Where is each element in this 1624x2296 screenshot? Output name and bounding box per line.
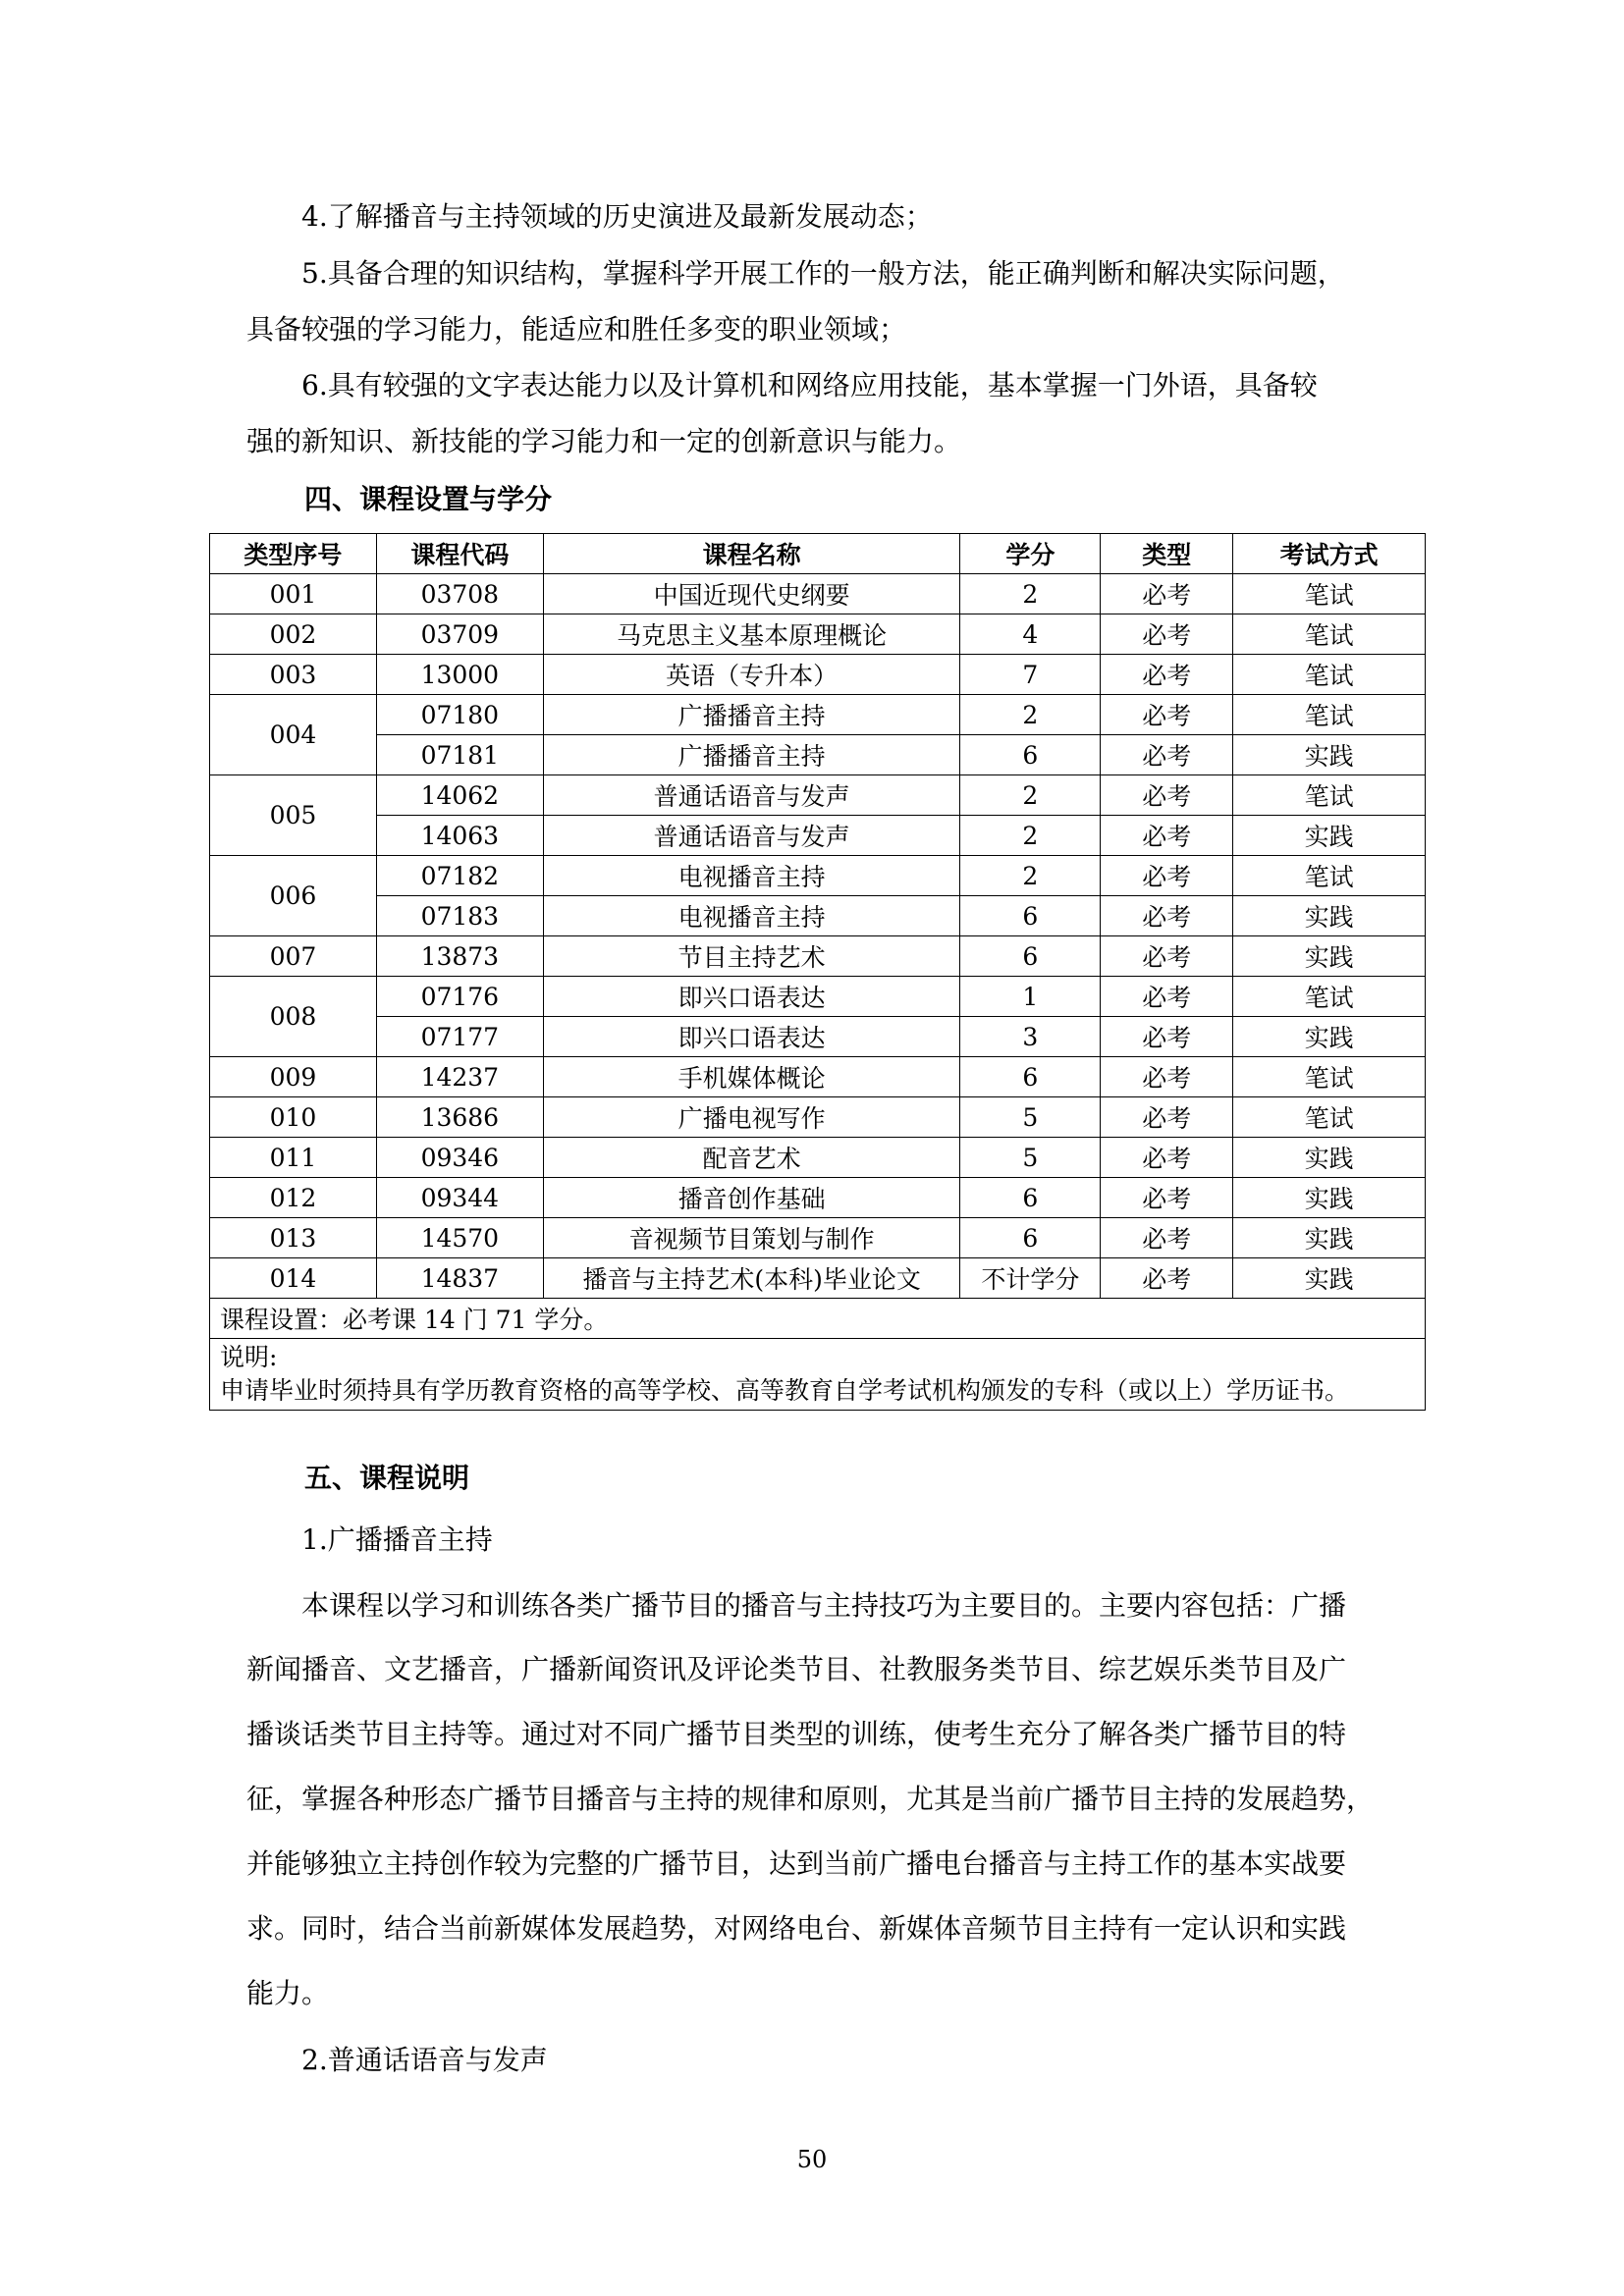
type-cell: 必考 <box>1101 816 1233 856</box>
credit-cell: 5 <box>960 1138 1101 1178</box>
intro-p5-line2: 具备较强的学习能力，能适应和胜任多变的职业领域； <box>246 313 907 346</box>
page-number: 50 <box>796 2146 828 2173</box>
intro-p6-line1: 6.具有较强的文字表达能力以及计算机和网络应用技能，基本掌握一门外语，具备较 <box>301 369 1318 401</box>
code-cell: 13873 <box>376 936 543 977</box>
course-name-cell: 广播播音主持 <box>543 695 960 735</box>
exam-cell: 笔试 <box>1233 856 1426 896</box>
section-heading-5: 五、课程说明 <box>304 1462 470 1494</box>
course-name-cell: 即兴口语表达 <box>543 1017 960 1057</box>
table-row <box>210 1017 1426 1057</box>
course-name-cell: 播音创作基础 <box>543 1178 960 1218</box>
table-header-row <box>210 534 1426 574</box>
exam-cell: 笔试 <box>1233 977 1426 1017</box>
type-cell: 必考 <box>1101 1218 1233 1258</box>
code-cell: 07181 <box>376 735 543 775</box>
credit-cell: 6 <box>960 1178 1101 1218</box>
table-row <box>210 1057 1426 1097</box>
credit-cell: 6 <box>960 936 1101 977</box>
course-name-cell: 广播电视写作 <box>543 1097 960 1138</box>
note-cell <box>210 1339 1426 1411</box>
header-seq: 类型序号 <box>210 534 377 574</box>
credit-cell: 6 <box>960 735 1101 775</box>
table-row <box>210 695 1426 735</box>
credit-cell: 6 <box>960 1218 1101 1258</box>
type-cell: 必考 <box>1101 574 1233 614</box>
table-row <box>210 936 1426 977</box>
credit-cell: 2 <box>960 856 1101 896</box>
note-row <box>210 1339 1426 1411</box>
header-exam: 考试方式 <box>1233 534 1426 574</box>
credit-cell: 2 <box>960 775 1101 816</box>
table-row <box>210 574 1426 614</box>
table-row <box>210 1097 1426 1138</box>
code-cell: 13686 <box>376 1097 543 1138</box>
course-name-cell: 播音与主持艺术(本科)毕业论文 <box>543 1258 960 1299</box>
credit-cell: 2 <box>960 695 1101 735</box>
type-cell: 必考 <box>1101 614 1233 655</box>
credit-cell: 6 <box>960 1057 1101 1097</box>
credit-cell: 2 <box>960 816 1101 856</box>
seq-cell: 001 <box>210 574 377 614</box>
type-cell: 必考 <box>1101 1017 1233 1057</box>
code-cell: 07176 <box>376 977 543 1017</box>
exam-cell: 笔试 <box>1233 1097 1426 1138</box>
note-text: 申请毕业时须持具有学历教育资格的高等学校、高等教育自学考试机构颁发的专科（或以上）学历证书。 <box>220 1376 1350 1405</box>
seq-cell: 014 <box>210 1258 377 1299</box>
seq-cell: 011 <box>210 1138 377 1178</box>
intro-p6-line2: 强的新知识、新技能的学习能力和一定的创新意识与能力。 <box>246 425 962 457</box>
type-cell: 必考 <box>1101 856 1233 896</box>
table-row <box>210 735 1426 775</box>
credit-cell: 4 <box>960 614 1101 655</box>
code-cell: 03708 <box>376 574 543 614</box>
item1-title: 1.广播播音主持 <box>301 1523 493 1556</box>
seq-cell: 012 <box>210 1178 377 1218</box>
code-cell: 07180 <box>376 695 543 735</box>
seq-cell: 004 <box>210 695 377 775</box>
seq-cell: 013 <box>210 1218 377 1258</box>
table-row <box>210 614 1426 655</box>
code-cell: 09346 <box>376 1138 543 1178</box>
seq-cell: 010 <box>210 1097 377 1138</box>
header-type: 类型 <box>1101 534 1233 574</box>
code-cell: 07183 <box>376 896 543 936</box>
course-name-cell: 广播播音主持 <box>543 735 960 775</box>
seq-cell: 002 <box>210 614 377 655</box>
item1-body-l2: 新闻播音、文艺播音，广播新闻资讯及评论类节目、社教服务类节目、综艺娱乐类节目及广 <box>246 1653 1347 1685</box>
course-name-cell: 英语（专升本） <box>543 655 960 695</box>
code-cell: 14570 <box>376 1218 543 1258</box>
intro-p5-line1: 5.具备合理的知识结构，掌握科学开展工作的一般方法，能正确判断和解决实际问题， <box>301 257 1345 290</box>
item1-body-l1: 本课程以学习和训练各类广播节目的播音与主持技巧为主要目的。主要内容包括：广播 <box>301 1589 1347 1622</box>
item1-body-l7: 能力。 <box>246 1977 330 2009</box>
credit-cell: 2 <box>960 574 1101 614</box>
seq-cell: 008 <box>210 977 377 1057</box>
course-name-cell: 配音艺术 <box>543 1138 960 1178</box>
type-cell: 必考 <box>1101 896 1233 936</box>
header-name: 课程名称 <box>543 534 960 574</box>
exam-cell: 实践 <box>1233 735 1426 775</box>
exam-cell: 笔试 <box>1233 614 1426 655</box>
code-cell: 14837 <box>376 1258 543 1299</box>
summary-row <box>210 1299 1426 1339</box>
exam-cell: 笔试 <box>1233 775 1426 816</box>
type-cell: 必考 <box>1101 1097 1233 1138</box>
section-heading-4: 四、课程设置与学分 <box>304 483 553 515</box>
credit-cell: 6 <box>960 896 1101 936</box>
type-cell: 必考 <box>1101 977 1233 1017</box>
type-cell: 必考 <box>1101 1178 1233 1218</box>
table-row <box>210 856 1426 896</box>
course-name-cell: 手机媒体概论 <box>543 1057 960 1097</box>
exam-cell: 实践 <box>1233 896 1426 936</box>
item1-body-l3: 播谈话类节目主持等。通过对不同广播节目类型的训练，使考生充分了解各类广播节目的特 <box>246 1718 1347 1750</box>
type-cell: 必考 <box>1101 655 1233 695</box>
code-cell: 14063 <box>376 816 543 856</box>
seq-cell: 006 <box>210 856 377 936</box>
type-cell: 必考 <box>1101 695 1233 735</box>
summary-cell: 课程设置：必考课 14 门 71 学分。 <box>210 1299 1426 1339</box>
course-name-cell: 中国近现代史纲要 <box>543 574 960 614</box>
type-cell: 必考 <box>1101 1258 1233 1299</box>
exam-cell: 笔试 <box>1233 1057 1426 1097</box>
table-row <box>210 1138 1426 1178</box>
credit-cell: 不计学分 <box>960 1258 1101 1299</box>
table-row <box>210 1218 1426 1258</box>
seq-cell: 003 <box>210 655 377 695</box>
table-row <box>210 896 1426 936</box>
table-body <box>210 574 1426 1299</box>
table-row <box>210 816 1426 856</box>
item1-body-l5: 并能够独立主持创作较为完整的广播节目，达到当前广播电台播音与主持工作的基本实战要 <box>246 1847 1347 1880</box>
exam-cell: 实践 <box>1233 1178 1426 1218</box>
credit-cell: 7 <box>960 655 1101 695</box>
exam-cell: 实践 <box>1233 936 1426 977</box>
course-name-cell: 马克思主义基本原理概论 <box>543 614 960 655</box>
credit-cell: 3 <box>960 1017 1101 1057</box>
course-name-cell: 音视频节目策划与制作 <box>543 1218 960 1258</box>
credit-cell: 1 <box>960 977 1101 1017</box>
item2-title: 2.普通话语音与发声 <box>301 2044 548 2076</box>
code-cell: 03709 <box>376 614 543 655</box>
exam-cell: 实践 <box>1233 816 1426 856</box>
course-name-cell: 节目主持艺术 <box>543 936 960 977</box>
code-cell: 07182 <box>376 856 543 896</box>
exam-cell: 笔试 <box>1233 695 1426 735</box>
code-cell: 07177 <box>376 1017 543 1057</box>
exam-cell: 实践 <box>1233 1017 1426 1057</box>
code-cell: 14237 <box>376 1057 543 1097</box>
code-cell: 14062 <box>376 775 543 816</box>
header-code: 课程代码 <box>376 534 543 574</box>
course-name-cell: 电视播音主持 <box>543 896 960 936</box>
course-name-cell: 普通话语音与发声 <box>543 775 960 816</box>
table-row <box>210 775 1426 816</box>
seq-cell: 007 <box>210 936 377 977</box>
exam-cell: 实践 <box>1233 1218 1426 1258</box>
table-row <box>210 655 1426 695</box>
type-cell: 必考 <box>1101 936 1233 977</box>
course-name-cell: 普通话语音与发声 <box>543 816 960 856</box>
course-table <box>209 533 1426 1411</box>
type-cell: 必考 <box>1101 1138 1233 1178</box>
table-row <box>210 1258 1426 1299</box>
seq-cell: 009 <box>210 1057 377 1097</box>
header-credit: 学分 <box>960 534 1101 574</box>
code-cell: 09344 <box>376 1178 543 1218</box>
exam-cell: 实践 <box>1233 1138 1426 1178</box>
seq-cell: 005 <box>210 775 377 856</box>
table-row <box>210 977 1426 1017</box>
note-label: 说明: <box>220 1343 278 1371</box>
type-cell: 必考 <box>1101 1057 1233 1097</box>
type-cell: 必考 <box>1101 775 1233 816</box>
exam-cell: 笔试 <box>1233 655 1426 695</box>
credit-cell: 5 <box>960 1097 1101 1138</box>
course-name-cell: 即兴口语表达 <box>543 977 960 1017</box>
item1-body-l4: 征，掌握各种形态广播节目播音与主持的规律和原则，尤其是当前广播节目主持的发展趋势， <box>246 1783 1375 1815</box>
type-cell: 必考 <box>1101 735 1233 775</box>
item1-body-l6: 求。同时，结合当前新媒体发展趋势，对网络电台、新媒体音频节目主持有一定认识和实践 <box>246 1912 1347 1945</box>
table-row <box>210 1178 1426 1218</box>
code-cell: 13000 <box>376 655 543 695</box>
course-name-cell: 电视播音主持 <box>543 856 960 896</box>
exam-cell: 实践 <box>1233 1258 1426 1299</box>
intro-p4: 4.了解播音与主持领域的历史演进及最新发展动态； <box>301 200 933 233</box>
exam-cell: 笔试 <box>1233 574 1426 614</box>
